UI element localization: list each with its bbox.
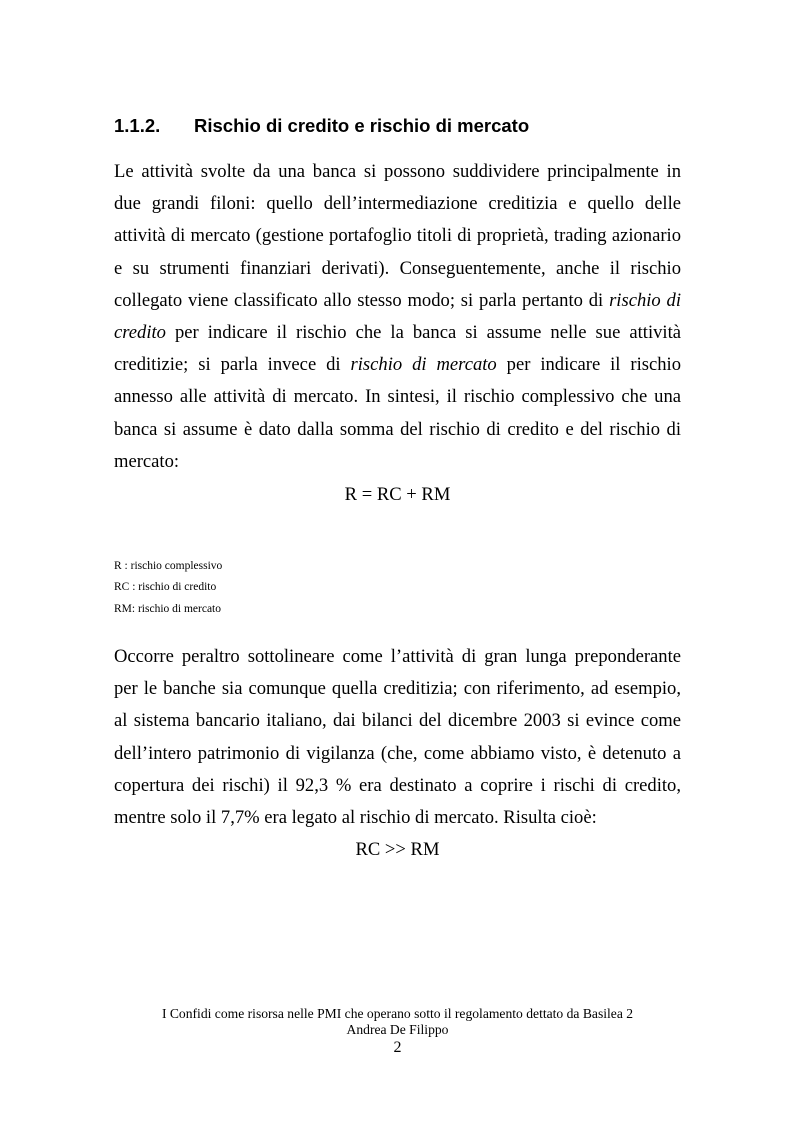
- paragraph-intro-text-2: per indicare il rischio che la banca si assume nelle sue attività creditizie; si parla invece di: [114, 322, 681, 376]
- page-number: 2: [393, 1039, 402, 1056]
- footer-author: Andrea De Filippo: [346, 1022, 449, 1037]
- section-title: Rischio di credito e rischio di mercato: [194, 115, 530, 136]
- paragraph-intro: [114, 156, 681, 478]
- paragraph-intro-text-3: per indicare il rischio annesso alle attività di mercato. In sintesi, il rischio complessivo che una banca si assume è dato dalla somma del rischio di credito e del rischio di mercato:: [114, 354, 681, 472]
- term-market-risk: rischio di mercato: [350, 354, 497, 376]
- formula-comparison: RC >> RM: [355, 839, 440, 860]
- section-number: 1.1.2.: [114, 115, 161, 136]
- section-heading: [114, 114, 529, 138]
- legend-item: RC : rischio di credito: [114, 581, 217, 594]
- legend-item: R : rischio complessivo: [114, 560, 223, 572]
- paragraph-conclusion: Occorre peraltro sottolineare come l’attività di gran lunga preponderante per le banche sia comunque quella creditizia; con riferimento, ad esempio, al sistema bancario italiano, dai bilanci del dicembre 2003 si evince come dell’intero patrimonio di vigilanza (che, come abbiamo visto, è detenuto a copertura dei rischi) il 92,3 % era destinato a coprire i rischi di credito, mentre solo il 7,7% era legato al rischio di mercato. Risulta cioè:: [114, 646, 681, 829]
- paragraph-intro-text-1: Le attività svolte da una banca si possono suddividere principalmente in due grandi filoni: quello dell’intermediazione creditizia e quello delle attività di mercato (gestione portafoglio titoli di proprietà, trading azionario e su strumenti finanziari derivati). Conseguentemente, anche il rischio collegato viene classificato allo stesso modo; si parla pertanto di: [114, 161, 681, 311]
- footer-title: I Confidi come risorsa nelle PMI che operano sotto il regolamento dettato da Basilea 2: [161, 1006, 634, 1021]
- formula-total-risk: R = RC + RM: [344, 484, 451, 505]
- term-credit-risk: rischio di credito: [114, 289, 681, 344]
- page-footer: [114, 1006, 681, 1058]
- formula-legend: [114, 556, 222, 620]
- legend-item: RM: rischio di mercato: [114, 602, 221, 615]
